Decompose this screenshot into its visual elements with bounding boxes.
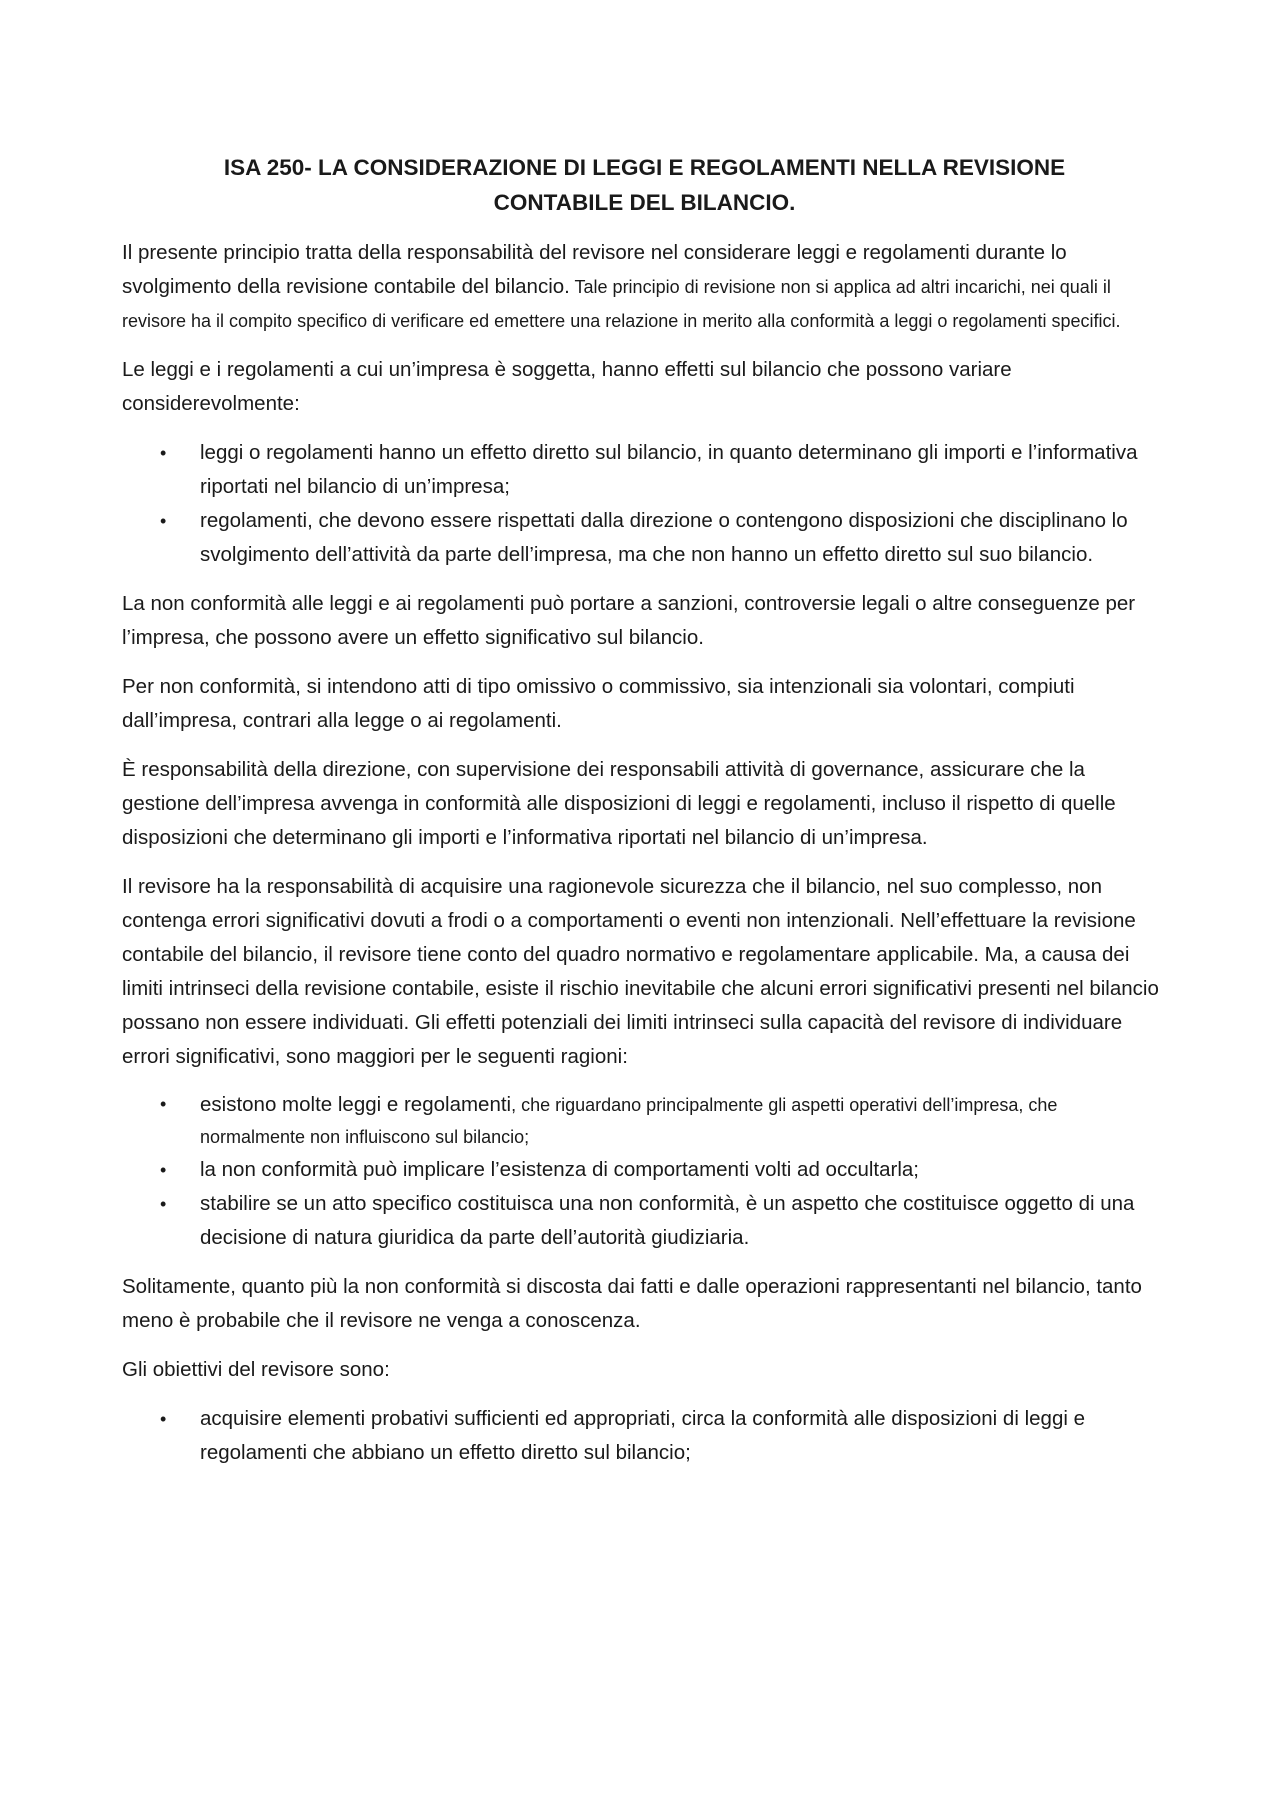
paragraph-laws-effects: Le leggi e i regolamenti a cui un’impresa è soggetta, hanno effetti sul bilancio che possono variare considerevolmente:	[122, 358, 1012, 415]
paragraph-non-compliance-definition: Per non conformità, si intendono atti di tipo omissivo o commissivo, sia intenzionali sia volontari, compiuti dall’impresa, contrari alla legge o ai regolamenti.	[122, 675, 1075, 732]
title-line-1: ISA 250- LA CONSIDERAZIONE DI LEGGI E REGOLAMENTI NELLA REVISIONE	[223, 155, 1066, 180]
paragraph-scope	[122, 236, 1167, 338]
list-item-text: acquisire elementi probativi sufficienti ed appropriati, circa la conformità alle disposizioni di leggi e regolamenti che abbiano un effetto diretto sul bilancio;	[200, 1407, 1085, 1464]
list-item-text: leggi o regolamenti hanno un effetto diretto sul bilancio, in quanto determinano gli importi e l’informativa riportati nel bilancio di un’impresa;	[200, 441, 1138, 498]
bullet-icon: •	[160, 1409, 167, 1429]
list-item	[122, 436, 1167, 504]
list-item	[122, 1402, 1167, 1470]
list-item-text: regolamenti, che devono essere rispettati dalla direzione o contengono disposizioni che disciplinano lo svolgimento dell’attività da parte dell’impresa, ma che non hanno un effetto diretto sul suo bilancio.	[200, 509, 1128, 566]
bullet-icon: •	[160, 1160, 167, 1180]
paragraph-non-compliance-consequences: La non conformità alle leggi e ai regolamenti può portare a sanzioni, controversie legali o altre conseguenze per l’impresa, che possono avere un effetto significativo sul bilancio.	[122, 592, 1136, 649]
list-objectives	[122, 1402, 1167, 1470]
paragraph-objectives-intro: Gli obiettivi del revisore sono:	[122, 1358, 390, 1381]
list-item	[122, 504, 1167, 572]
list-item	[122, 1187, 1167, 1255]
list-inherent-limits	[122, 1089, 1167, 1255]
document-title	[122, 150, 1167, 220]
title-line-2: CONTABILE DEL BILANCIO.	[493, 190, 796, 215]
list-item-text: la non conformità può implicare l’esistenza di comportamenti volti ad occultarla;	[200, 1158, 919, 1181]
paragraph-distance-facts: Solitamente, quanto più la non conformità si discosta dai fatti e dalle operazioni rappresentanti nel bilancio, tanto meno è probabile che il revisore ne venga a conoscenza.	[122, 1275, 1142, 1332]
bullet-icon: •	[160, 1194, 167, 1214]
list-law-types	[122, 436, 1167, 572]
list-item-text-small: , che riguardano principalmente gli aspetti operativi dell’impresa, che normalmente non influiscono sul bilancio;	[200, 1095, 1058, 1147]
list-item	[122, 1153, 1167, 1187]
paragraph-auditor-responsibility: Il revisore ha la responsabilità di acquisire una ragionevole sicurezza che il bilancio, nel suo complesso, non contenga errori significativi dovuti a frodi o a comportamenti o eventi non intenzionali. Nell’effettuare la revisione contabile del bilancio, il revisore tiene conto del quadro normativo e regolamentare applicabile. Ma, a causa dei limiti intrinseci della revisione contabile, esiste il rischio inevitabile che alcuni errori significativi presenti nel bilancio possano non essere individuati. Gli effetti potenziali dei limiti intrinseci sulla capacità del revisore di individuare errori significativi, sono maggiori per le seguenti ragioni:	[122, 875, 1159, 1068]
paragraph-management-responsibility: È responsabilità della direzione, con supervisione dei responsabili attività di governance, assicurare che la gestione dell’impresa avvenga in conformità alle disposizioni di leggi e regolamenti, incluso il rispetto di quelle disposizioni che determinano gli importi e l’informativa riportati nel bilancio di un’impresa.	[122, 758, 1116, 849]
list-item-text: stabilire se un atto specifico costituisca una non conformità, è un aspetto che costituisce oggetto di una decisione di natura giuridica da parte dell’autorità giudiziaria.	[200, 1192, 1135, 1249]
document-page	[122, 150, 1167, 1485]
bullet-icon: •	[160, 443, 167, 463]
list-item	[122, 1089, 1167, 1153]
bullet-icon: •	[160, 1094, 167, 1114]
paragraph-scope-small: Tale principio di revisione non si applica ad altri incarichi, nei quali il revisore ha il compito specifico di verificare ed emettere una relazione in merito alla conformità a leggi o regolamenti specifici.	[122, 277, 1121, 331]
list-item-text-main: esistono molte leggi e regolamenti	[200, 1093, 512, 1116]
bullet-icon: •	[160, 511, 167, 531]
paragraph-scope-main: Il presente principio tratta della responsabilità del revisore nel considerare leggi e regolamenti durante lo svolgimento della revisione contabile del bilancio.	[122, 241, 1067, 298]
